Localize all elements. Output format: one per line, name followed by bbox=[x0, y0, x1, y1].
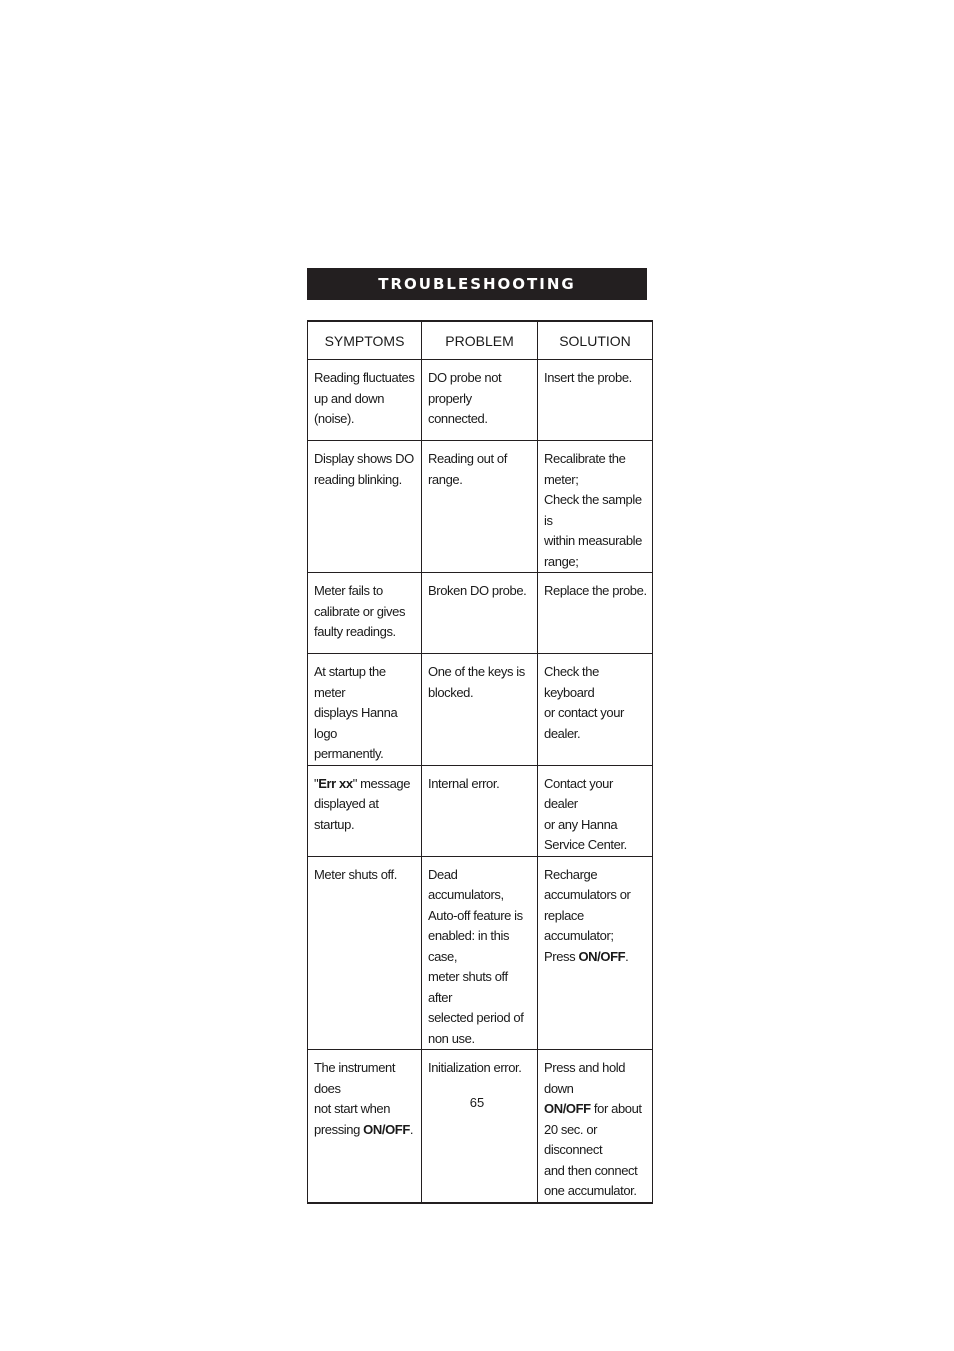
table-row bbox=[308, 654, 653, 766]
problem-cell: Broken DO probe. bbox=[422, 573, 538, 654]
symptom-cell: Meter fails to calibrate or gives faulty readings. bbox=[308, 573, 422, 654]
problem-cell: One of the keys is blocked. bbox=[422, 654, 538, 766]
symptom-cell: "Err xx" message displayed at startup. bbox=[308, 765, 422, 856]
symptom-cell: At startup the meter displays Hanna logo permanently. bbox=[308, 654, 422, 766]
problem-cell: Dead accumulators, Auto-off feature is enabled: in this case, meter shuts off after selected period of non use. bbox=[422, 856, 538, 1050]
section-title-bar bbox=[307, 268, 647, 300]
symptom-cell: The instrument does not start when pressing ON/OFF. bbox=[308, 1050, 422, 1203]
problem-cell: DO probe not properly connected. bbox=[422, 360, 538, 441]
table-header-row bbox=[308, 321, 653, 360]
table-row bbox=[308, 1050, 653, 1203]
header-solution: SOLUTION bbox=[538, 321, 653, 360]
table-row bbox=[308, 360, 653, 441]
solution-cell: Check the keyboard or contact your dealer. bbox=[538, 654, 653, 766]
solution-cell: Replace the probe. bbox=[538, 573, 653, 654]
solution-cell: Recalibrate the meter; Check the sample is within measurable range; bbox=[538, 441, 653, 573]
error-code-keyword: Err xx bbox=[318, 775, 353, 791]
on-off-keyword: ON/OFF bbox=[544, 1101, 591, 1116]
page-number: 65 bbox=[469, 1095, 485, 1110]
problem-cell: Reading out of range. bbox=[422, 441, 538, 573]
table-row bbox=[308, 573, 653, 654]
header-symptoms: SYMPTOMS bbox=[308, 321, 422, 360]
solution-cell: Contact your dealer or any Hanna Service Center. bbox=[538, 765, 653, 856]
section-title: TROUBLESHOOTING bbox=[378, 275, 576, 293]
on-off-keyword: ON/OFF bbox=[363, 1121, 410, 1137]
symptom-cell: Reading fluctuates up and down (noise). bbox=[308, 360, 422, 441]
troubleshooting-table bbox=[307, 320, 653, 1204]
solution-cell: Recharge accumulators or replace accumulator; Press ON/OFF. bbox=[538, 856, 653, 1050]
symptom-cell: Display shows DO reading blinking. bbox=[308, 441, 422, 573]
header-problem: PROBLEM bbox=[422, 321, 538, 360]
on-off-keyword: ON/OFF bbox=[578, 948, 626, 964]
solution-cell: Press and hold down ON/OFF for about 20 sec. or disconnect and then connect one accumulator. bbox=[538, 1050, 653, 1203]
table-row bbox=[308, 441, 653, 573]
table-row bbox=[308, 856, 653, 1050]
table-row bbox=[308, 765, 653, 856]
problem-cell: Internal error. bbox=[422, 765, 538, 856]
problem-cell: Initialization error. bbox=[422, 1050, 538, 1203]
solution-cell: Insert the probe. bbox=[538, 360, 653, 441]
symptom-cell: Meter shuts off. bbox=[308, 856, 422, 1050]
